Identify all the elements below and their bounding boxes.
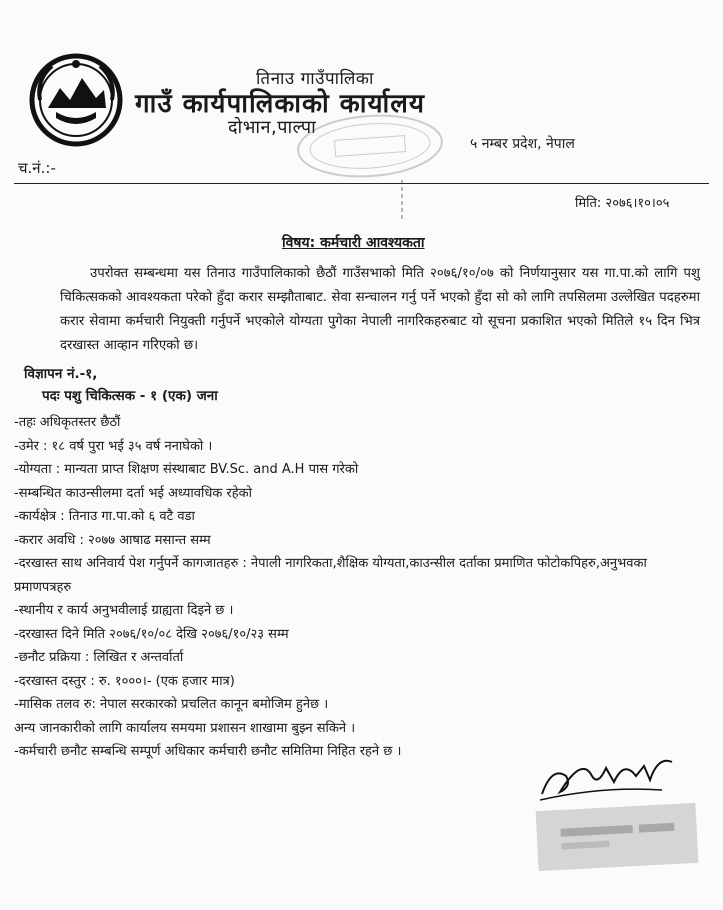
list-item: -तहः अधिकृतस्तर छैठौं xyxy=(14,415,121,430)
side-mark-icon xyxy=(395,178,409,222)
designation-stamp-icon xyxy=(536,803,699,871)
body-paragraph-text: उपरोक्त सम्बन्धमा यस तिनाउ गाउँपालिकाको छैठौं गाउँसभाको मिति २०७६/१०/०७ को निर्णयानुसार यस गा.पा.को लागि पशु चिकित्सकको आवश्यकता परेको हुँदा करार सम्झौताबाट. सेवा सन्चालन गर्नु पर्ने भएको हुँदा सो को लागि तपसिलमा उल्लेखित पदहरुमा करार सेवामा कर्मचारी नियुक्ती गर्नुपर्ने भएकोले योग्यता पुगेका नेपाली नागरिकहरुबाट यो सूचना प्रकाशित भएको मितिले १५ दिन भित्र दरखास्त आव्हान गरिएको छ। xyxy=(60,266,700,353)
government-emblem-icon xyxy=(26,50,126,150)
province-name: ५ नम्बर प्रदेश, नेपाल xyxy=(470,136,575,152)
office-stamp-icon xyxy=(293,107,447,185)
notice-number: विज्ञापन नं.-१, xyxy=(24,366,98,382)
requirements-list xyxy=(14,411,704,764)
signature-icon xyxy=(532,746,682,806)
municipality-name: तिनाउ गाउँपालिका xyxy=(256,69,374,89)
list-item: -कर्मचारी छनौट सम्बन्धि सम्पूर्ण अधिकार कर्मचारी छनौट समितिमा निहित रहने छ । xyxy=(14,744,402,759)
list-item: -योग्यता : मान्यता प्राप्त शिक्षण संस्थाबाट BV.Sc. and A.H पास गरेको xyxy=(14,462,359,477)
list-item: अन्य जानकारीको लागि कार्यालय समयमा प्रशासन शाखामा बुझ्न सकिने । xyxy=(14,720,356,736)
office-location: दोभान,पाल्पा xyxy=(228,117,317,138)
list-item: -दरखास्त दिने मिति २०७६/१०/०८ देखि २०७६/१०/२३ सम्म xyxy=(14,626,289,642)
list-item: -मासिक तलव रु: नेपाल सरकारको प्रचलित कानून बमोजिम हुनेछ । xyxy=(14,697,329,712)
list-item: -दरखास्त साथ अनिवार्य पेश गर्नुपर्ने कागजातहरु : नेपाली नागरिकता,शैक्षिक योग्यता,काउन्सील दर्ताका प्रमाणित फोटोकपिहरु,अनुभवका प्रमाणपत्रहरु xyxy=(14,556,647,595)
list-item: -करार अवधि : २०७७ आषाढ मसान्त सम्म xyxy=(14,532,211,548)
header-divider xyxy=(14,183,709,184)
document-subject: विषय: कर्मचारी आवश्यकता xyxy=(282,235,425,251)
reference-number-label: च.नं.:- xyxy=(18,159,56,177)
list-item: -कार्यक्षेत्र : तिनाउ गा.पा.को ६ वटै वडा xyxy=(14,509,195,524)
office-title: गाउँ कार्यपालिकाको कार्यालय xyxy=(135,89,425,119)
body-paragraph xyxy=(60,262,700,358)
post-title: पदः पशु चिकित्सक - १ (एक) जना xyxy=(42,388,218,404)
list-item: -स्थानीय र कार्य अनुभवीलाई ग्राह्यता दिइने छ । xyxy=(14,603,234,618)
list-item: -उमेर : १८ वर्ष पुरा भई ३५ वर्ष ननाघेको । xyxy=(14,438,213,454)
document-date: मिति: २०७६।१०।०५ xyxy=(575,196,670,211)
list-item: -छनौट प्रक्रिया : लिखित र अन्तर्वार्ता xyxy=(14,650,184,665)
list-item: -सम्बन्धित काउन्सीलमा दर्ता भई अध्यावधिक रहेको xyxy=(14,485,253,501)
list-item: -दरखास्त दस्तुर : रु. १०००।- (एक हजार मात्र) xyxy=(14,673,235,689)
